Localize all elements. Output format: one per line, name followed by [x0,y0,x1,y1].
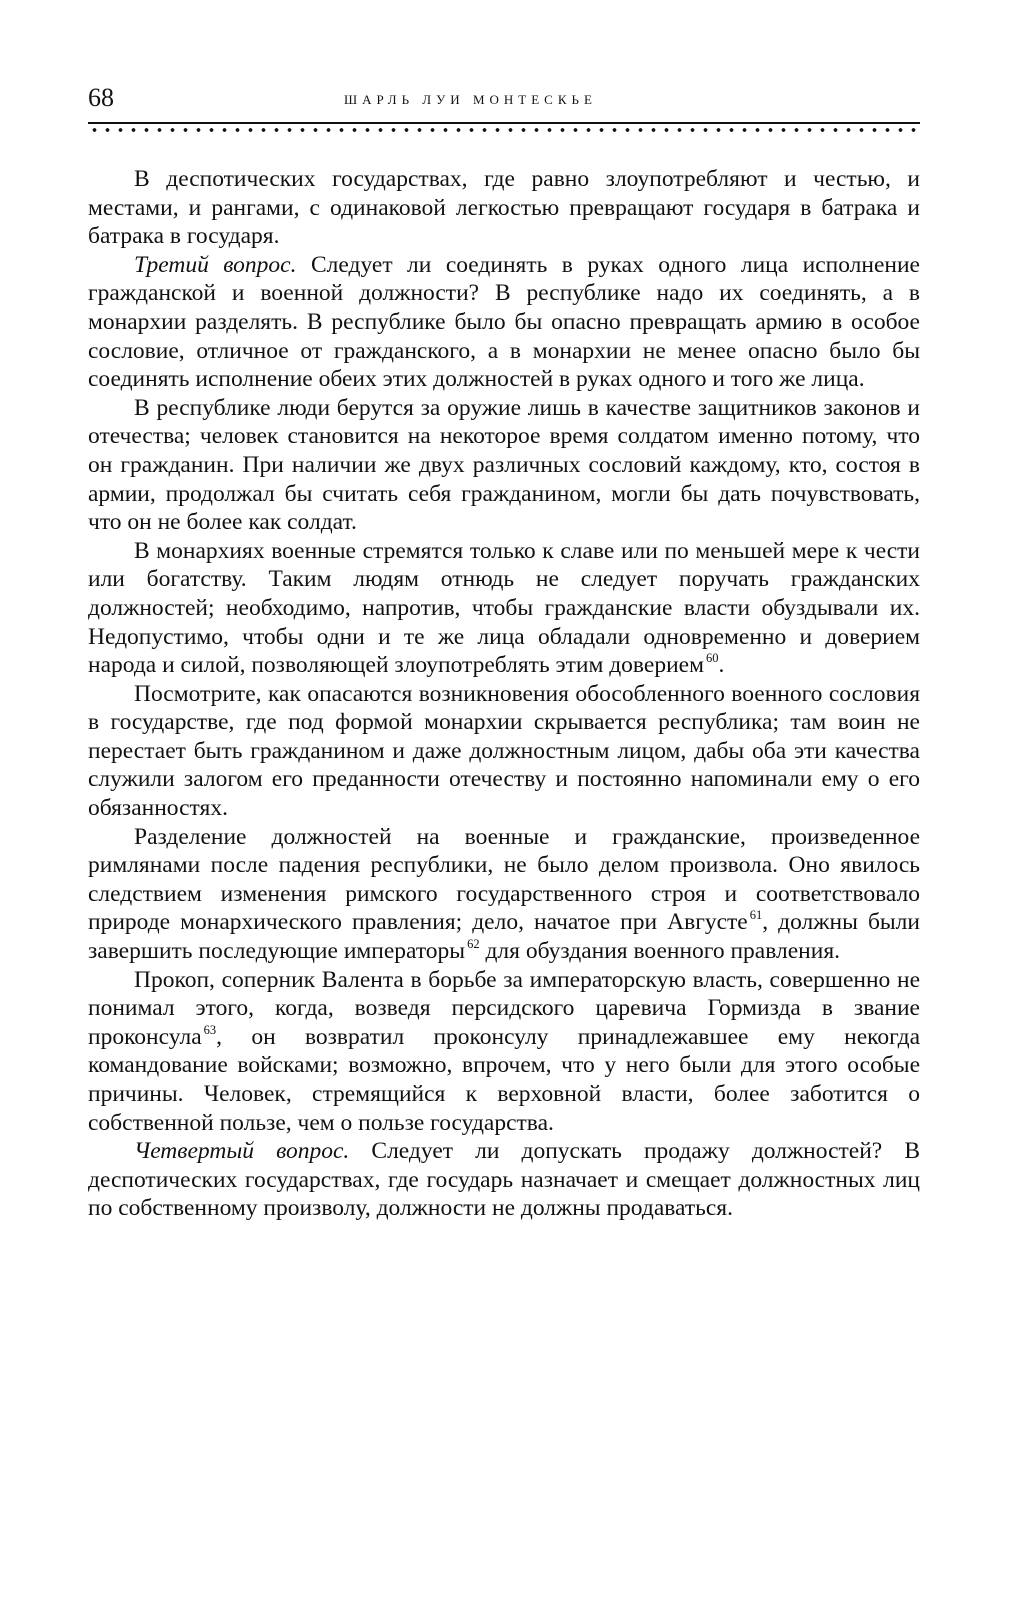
paragraph-text: В деспотических государствах, где равно злоупотребляют и честью, и местами, и рангами, с одинаковой легкостью превращают государя в батрака и батрака в государя. [88,166,920,250]
question-lead-in: Четвертый вопрос. [134,1138,350,1165]
paragraph-text: В монархиях военные стремятся только к славе или по меньшей мере к чести или богатству. Таким людям отнюдь не следует поручать гражданских должностей; необходимо, напротив, чтобы гражданские власти обуздывали их. Недопустимо, чтобы одни и те же лица обладали одновременно и доверием народа и силой, позволяющей злоупотреблять этим доверием [88,537,920,679]
paragraph-text: Следует ли допускать продажу должностей? В деспотических государствах, где государь назначает и смещает должностных лиц по собственному произволу, должности не должны продаваться. [88,1138,920,1222]
paragraph-text: Прокоп, соперник Валента в борьбе за императорскую власть, совершенно не понимал этого, когда, возведя персидского царевича Гормизда в звание проконсула [88,966,920,1050]
paragraph-text: Разделение должностей на военные и гражданские, произведенное римлянами после падения республики, не было делом произвола. Оно явилось следствием изменения римского государственного строя и соответствовало природе монархического правления; дело, начатое при Августе [88,823,920,936]
book-page [88,78,920,1223]
paragraph-text: В республике люди берутся за оружие лишь в качестве защитников законов и отечества; человек становится на некоторое время солдатом именно потому, что он гражданин. При наличии же двух различных сословий каждому, кто, состоя в армии, продолжал бы считать себя гражданином, могли бы дать почувствовать, что он не более как солдат. [88,394,920,536]
question-lead-in: Третий вопрос. [134,251,297,278]
header-dotted-rule [88,122,920,133]
footnote-ref[interactable]: 61 [749,908,763,923]
paragraph-text-middle: , должны были завершить последующие императоры [88,909,920,965]
paragraph-1 [88,165,920,251]
footnote-ref[interactable]: 62 [467,937,480,952]
running-title: ШАРЛЬ ЛУИ МОНТЕСКЬЕ [344,92,597,107]
paragraph-5 [88,680,920,823]
body-text [88,165,920,1223]
paragraph-text-tail: . [718,652,725,679]
paragraph-text: Следует ли соединять в руках одного лица исполнение гражданской и военной должности? В республике надо их соединять, а в монархии разделять. В республике было бы опасно превращать армию в особое сословие, отличное от гражданского, а в монархии не менее опасно было бы соединять исполнение обеих этих должностей в руках одного и того же лица. [88,251,920,393]
paragraph-3 [88,394,920,537]
paragraph-2 [88,251,920,394]
footnote-ref[interactable]: 60 [705,651,719,666]
paragraph-7 [88,966,920,1138]
paragraph-text: Посмотрите, как опасаются возникновения обособленного военного сословия в государстве, где под формой монархии скрывается республика; там воин не перестает быть гражданином и даже должностным лицом, дабы оба эти качества служили залогом его преданности отечеству и постоянно напоминали ему о его обязанностях. [88,680,920,822]
paragraph-6 [88,823,920,966]
running-head [88,78,920,118]
footnote-ref[interactable]: 63 [203,1022,217,1037]
paragraph-text-tail: для обуздания военного правления. [479,938,840,965]
paragraph-4 [88,537,920,680]
page-number: 68 [88,83,114,112]
paragraph-8 [88,1137,920,1223]
paragraph-text-tail: , он возвратил проконсулу принадлежавшее ему некогда командование войсками; возможно, впрочем, что у него были для этого особые причины. Человек, стремящийся к верховной власти, более заботится о собственной пользе, чем о пользе государства. [88,1023,920,1136]
